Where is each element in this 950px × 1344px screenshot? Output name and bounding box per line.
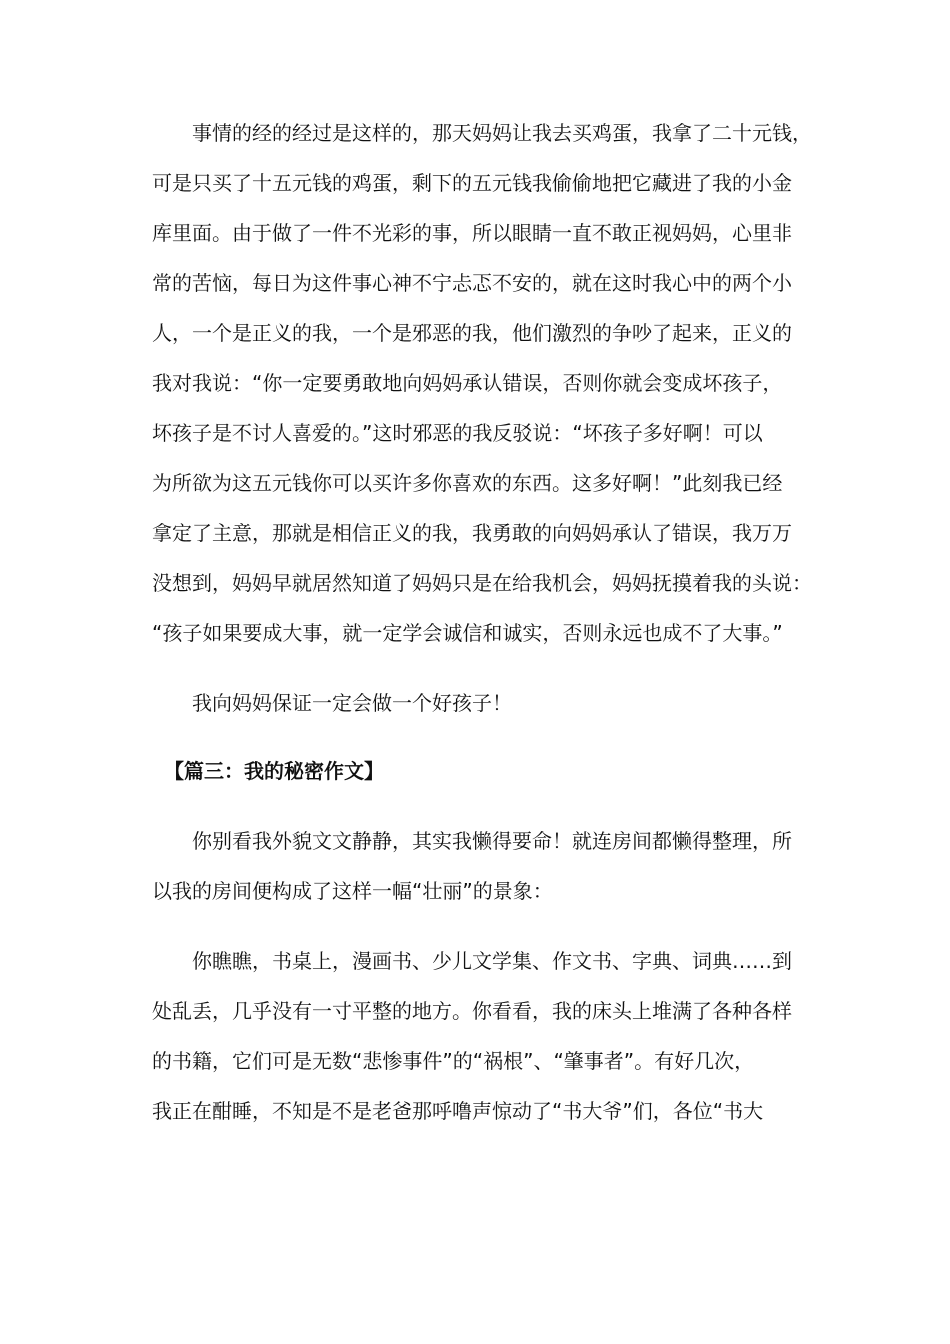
paragraph-line: 你瞧瞧，书桌上，漫画书、少儿文学集、作文书、字典、词典……到 <box>192 949 792 973</box>
paragraph-line: 没想到，妈妈早就居然知道了妈妈只是在给我机会，妈妈抚摸着我的头说： <box>152 571 812 595</box>
paragraph-line: 拿定了主意，那就是相信正义的我，我勇敢的向妈妈承认了错误，我万万 <box>152 521 792 545</box>
paragraph-line: 我正在酣睡，不知是不是老爸那呼噜声惊动了“书大爷”们，各位“书大 <box>152 1099 764 1123</box>
paragraph-line: 可是只买了十五元钱的鸡蛋，剩下的五元钱我偷偷地把它藏进了我的小金 <box>152 171 792 195</box>
paragraph-line: 为所欲为这五元钱你可以买许多你喜欢的东西。这多好啊！”此刻我已经 <box>152 471 783 495</box>
paragraph-line: 的书籍，它们可是无数“悲惨事件”的“祸根”、“肇事者”。有好几次， <box>152 1049 755 1073</box>
paragraph-line: 我向妈妈保证一定会做一个好孩子！ <box>192 691 512 715</box>
paragraph-line: 库里面。由于做了一件不光彩的事，所以眼睛一直不敢正视妈妈，心里非 <box>152 221 792 245</box>
paragraph-line: 以我的房间便构成了这样一幅“壮丽”的景象： <box>152 879 553 903</box>
paragraph-line: 事情的经的经过是这样的，那天妈妈让我去买鸡蛋，我拿了二十元钱， <box>192 121 812 145</box>
paragraph-line: 坏孩子是不讨人喜爱的。”这时邪恶的我反驳说：“坏孩子多好啊！可以 <box>152 421 763 445</box>
paragraph-line: 常的苦恼，每日为这件事心神不宁忐忑不安的，就在这时我心中的两个小 <box>152 271 792 295</box>
paragraph-line: 处乱丢，几乎没有一寸平整的地方。你看看，我的床头上堆满了各种各样 <box>152 999 792 1023</box>
paragraph-line: 人，一个是正义的我，一个是邪恶的我，他们激烈的争吵了起来，正义的 <box>152 321 792 345</box>
paragraph-line: 我对我说：“你一定要勇敢地向妈妈承认错误，否则你就会变成坏孩子， <box>152 371 783 395</box>
paragraph-line: “孩子如果要成大事，就一定学会诚信和诚实，否则永远也成不了大事。” <box>152 621 783 645</box>
paragraph-line: 你别看我外貌文文静静，其实我懒得要命！就连房间都懒得整理，所 <box>192 829 792 853</box>
section-heading: 【篇三：我的秘密作文】 <box>164 759 384 783</box>
